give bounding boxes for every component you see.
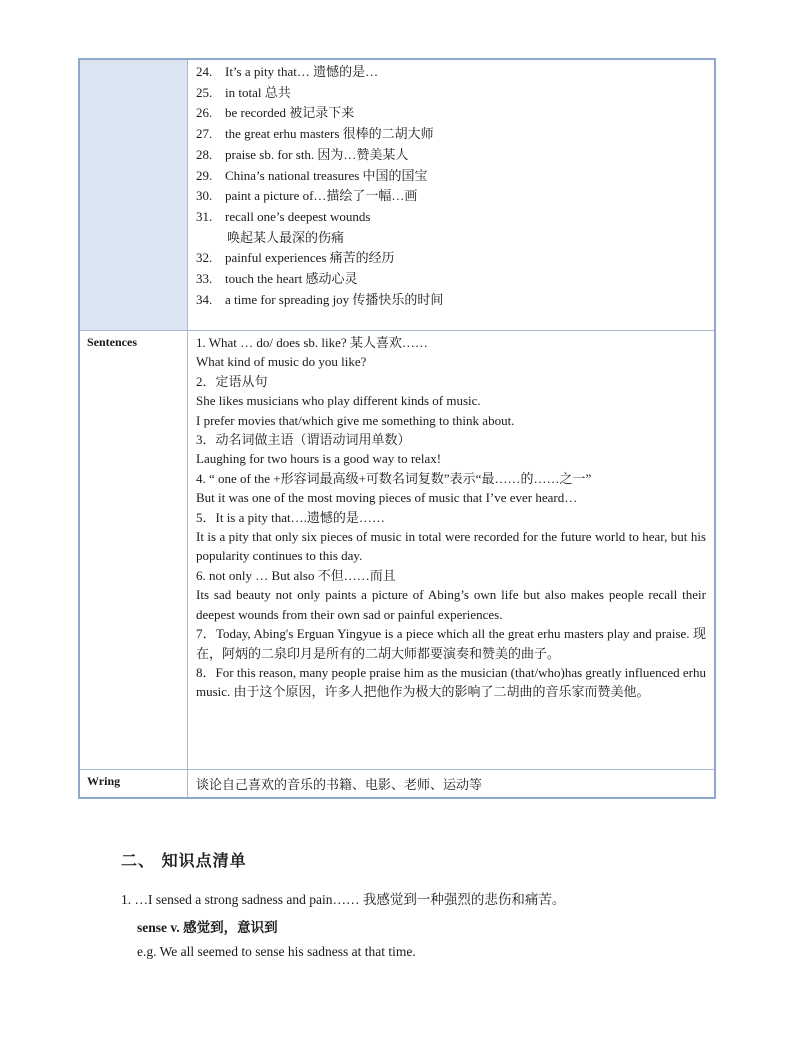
phrase-text: It’s a pity that… 遗憾的是… bbox=[225, 64, 379, 79]
sentence-line: What kind of music do you like? bbox=[196, 354, 367, 370]
phrase-number: 25. bbox=[196, 84, 213, 100]
phrases-content-cell bbox=[188, 60, 714, 330]
phrase-number: 29. bbox=[196, 167, 213, 183]
phrase-item bbox=[196, 228, 706, 249]
phrases-row bbox=[80, 60, 714, 330]
phrase-text: a time for spreading joy 传播快乐的时间 bbox=[225, 291, 444, 307]
phrase-list bbox=[196, 62, 706, 310]
phrase-number: 32. bbox=[196, 250, 213, 266]
writing-label: Wring bbox=[80, 770, 188, 797]
phrase-item bbox=[196, 269, 706, 290]
knowledge-point-example: e.g. We all seemed to sense his sadness at that time. bbox=[137, 944, 416, 959]
phrase-text: in total 总共 bbox=[225, 84, 291, 100]
sentences-label: Sentences bbox=[80, 331, 188, 769]
phrase-number: 33. bbox=[196, 271, 213, 287]
lesson-table bbox=[78, 58, 716, 799]
sentence-line: But it was one of the most moving pieces of music that I’ve ever heard… bbox=[196, 490, 578, 506]
sentence-line: 7．Today, Abing's Erguan Yingyue is a piece which all the great erhu masters play and praise. 现在，阿炳的二泉印月是所有的二胡大师都要演奏和赞美的曲子。 bbox=[196, 626, 706, 661]
sentence-line: It is a pity that only six pieces of music in total were recorded for the future world to hear, but his popularity continues to this day. bbox=[196, 529, 706, 564]
sentence-line: 8．For this reason, many people praise him as the musician (that/who)has greatly influenced erhu music. 由于这个原因，许多人把他作为极大的影响了二胡曲的音乐家而赞美他。 bbox=[196, 664, 706, 700]
phrase-item bbox=[196, 124, 706, 145]
phrase-number: 31. bbox=[196, 208, 213, 224]
phrase-item bbox=[196, 290, 706, 311]
phrase-item bbox=[196, 103, 706, 124]
sentence-line: 2．定语从句 bbox=[196, 373, 268, 389]
phrase-text: be recorded 被记录下来 bbox=[225, 105, 355, 121]
sentence-line: Laughing for two hours is a good way to relax! bbox=[196, 451, 442, 467]
phrase-item bbox=[196, 166, 706, 187]
knowledge-point-word: sense v. 感觉到，意识到 bbox=[137, 920, 278, 935]
phrase-number: 30. bbox=[196, 188, 213, 204]
phrase-text: 唤起某人最深的伤痛 bbox=[227, 229, 345, 245]
phrase-number: 24. bbox=[196, 64, 213, 79]
phrase-text: praise sb. for sth. 因为…赞美某人 bbox=[225, 146, 409, 162]
sentences-row bbox=[80, 330, 714, 769]
phrase-number: 26. bbox=[196, 105, 213, 121]
writing-row bbox=[80, 769, 714, 797]
sentence-line: She likes musicians who play different kinds of music. bbox=[196, 393, 481, 409]
phrase-text: the great erhu masters 很棒的二胡大师 bbox=[225, 126, 434, 142]
sentence-line: I prefer movies that/which give me something to think about. bbox=[196, 412, 515, 428]
phrases-label-cell bbox=[80, 60, 188, 330]
sentence-line: 6. not only … But also 不但……而且 bbox=[196, 567, 396, 583]
writing-text: 谈论自己喜欢的音乐的书籍、电影、老师、运动等 bbox=[196, 777, 483, 792]
sentences-content-cell bbox=[188, 331, 714, 769]
phrase-number: 27. bbox=[196, 126, 213, 142]
phrase-text: touch the heart 感动心灵 bbox=[225, 271, 358, 287]
sentence-line: Its sad beauty not only paints a picture of Abing’s own life but also makes people recall their deepest wounds from their own sad or painful experiences. bbox=[196, 587, 706, 622]
phrase-item bbox=[196, 145, 706, 166]
phrase-item bbox=[196, 207, 706, 228]
sentence-line: 3．动名词做主语（谓语动词用单数） bbox=[196, 432, 411, 448]
phrase-number: 34. bbox=[196, 291, 213, 307]
phrase-number: 28. bbox=[196, 146, 213, 162]
phrase-text: recall one’s deepest wounds bbox=[225, 208, 371, 224]
phrase-text: China’s national treasures 中国的国宝 bbox=[225, 167, 428, 183]
phrase-item bbox=[196, 83, 706, 104]
sentence-line: 5．It is a pity that….遗憾的是…… bbox=[196, 509, 385, 525]
phrase-item bbox=[196, 62, 706, 83]
knowledge-point-sentence: 1. …I sensed a strong sadness and pain…… 我感觉到一种强烈的悲伤和痛苦。 bbox=[121, 892, 566, 907]
phrase-text: painful experiences 痛苦的经历 bbox=[225, 250, 395, 266]
phrase-item bbox=[196, 248, 706, 269]
section-title: 二、 知识点清单 bbox=[121, 851, 247, 870]
sentence-line: 1. What … do/ does sb. like? 某人喜欢…… bbox=[196, 335, 428, 350]
phrase-text: paint a picture of…描绘了一幅…画 bbox=[225, 188, 418, 204]
sentence-line: 4. “ one of the +形容词最高级+可数名词复数”表示“最……的……之一” bbox=[196, 470, 592, 486]
phrase-item bbox=[196, 186, 706, 207]
